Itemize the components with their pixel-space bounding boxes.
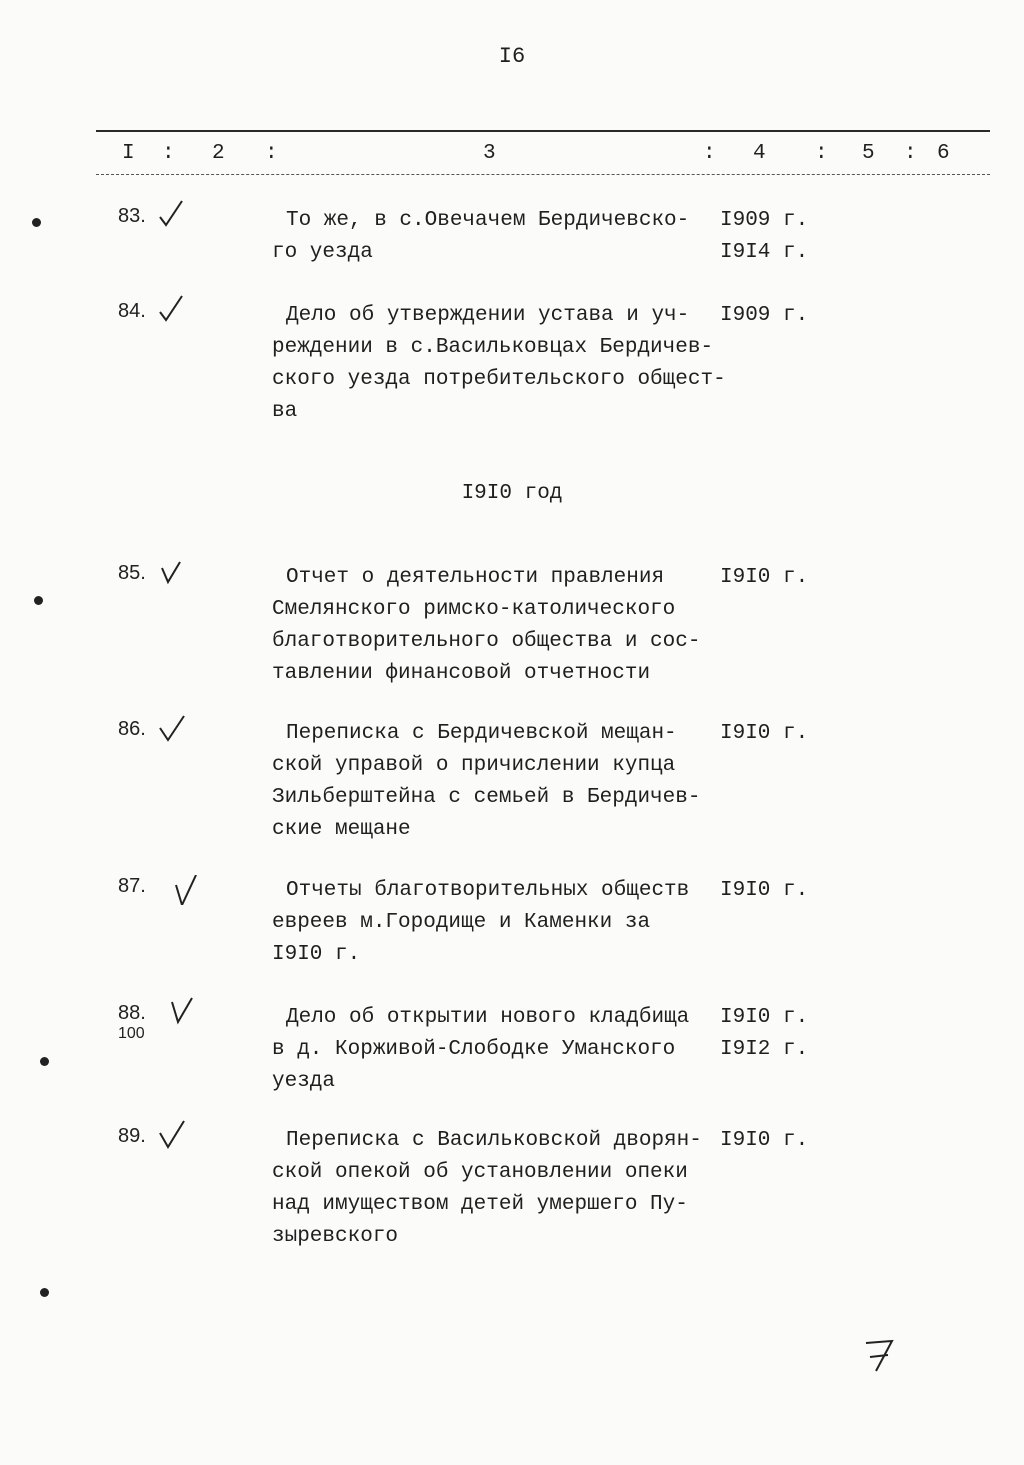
desc-line: ва [272,400,298,423]
entry-dates [720,1125,808,1157]
entry-description [272,875,722,971]
entry-number: 89. [118,1125,146,1147]
entry-number-note: 100 [118,1025,145,1042]
entry-description [272,300,726,428]
checkmark-icon [156,712,186,742]
checkmark-icon [172,875,202,905]
desc-line: То же, в с.Овечачем Бердичевско- [286,209,690,232]
header-sep: : [904,142,917,165]
checkmark-icon [156,294,186,324]
entry-description [272,718,722,846]
entry-number: 83. [118,205,146,227]
desc-line: евреев м.Городище и Каменки за [272,911,651,934]
desc-line: благотворительного общества и сос- [272,630,701,653]
entry-number: 87. [118,875,146,897]
punch-hole-mark [32,218,41,227]
entry-dates [720,205,808,269]
desc-line: Переписка с Васильковской дворян- [286,1129,702,1152]
entry-date: I9I0 г. [720,1129,809,1152]
header-col-2: 2 [212,142,225,165]
entry-date: I9I4 г. [720,241,809,264]
header-bottom-rule [96,174,990,175]
entry-number: 84. [118,300,146,322]
entry-date: I909 г. [720,304,809,327]
entry-number: 85. [118,562,146,584]
checkmark-icon [156,556,186,586]
entry-date: I9I0 г. [720,879,809,902]
entry-dates [720,562,808,594]
entry-date: I9I0 г. [720,566,809,589]
entry-number-text: 88. [118,1002,146,1024]
entry-date: I9I0 г. [720,722,809,745]
desc-line: зыревского [272,1225,399,1248]
desc-line: ского уезда потребительского общест- [272,368,726,391]
desc-line: Дело об открытии нового кладбища [286,1006,690,1029]
entry-number: 86. [118,718,146,740]
desc-line: в д. Корживой-Слободке Уманского [272,1038,676,1061]
header-sep: : [265,142,278,165]
desc-line: уезда [272,1070,336,1093]
checkmark-icon [156,1119,186,1149]
desc-line: Зильберштейна с семьей в Бердичев- [272,786,701,809]
desc-line: реждении в с.Васильковцах Бердичев- [272,336,714,359]
header-col-1: I [122,142,135,165]
entry-date: I9I2 г. [720,1038,809,1061]
header-sep: : [703,142,716,165]
entry-date: I9I0 г. [720,1006,809,1029]
desc-line: Отчеты благотворительных обществ [286,879,690,902]
checkmark-icon [156,199,186,229]
header-sep: : [815,142,828,165]
entry-number [118,1002,146,1043]
entry-dates [720,875,808,907]
entry-dates [720,1002,808,1066]
header-col-3: 3 [483,142,496,165]
table-header-row [0,142,1024,168]
header-col-6: 6 [937,142,950,165]
header-col-4: 4 [753,142,766,165]
punch-hole-mark [40,1057,49,1066]
entry-description [272,205,722,269]
desc-line: над имуществом детей умершего Пу- [272,1193,688,1216]
entry-dates [720,718,808,750]
desc-line: Дело об утверждении устава и уч- [286,304,690,327]
punch-hole-mark [40,1288,49,1297]
header-top-rule [96,130,990,132]
entry-dates [720,300,808,332]
entry-description [272,1002,722,1098]
desc-line: ские мещане [272,818,411,841]
header-sep: : [162,142,175,165]
punch-hole-mark [34,596,43,605]
desc-line: ской опекой об установлении опеки [272,1161,688,1184]
header-col-5: 5 [862,142,875,165]
desc-line: тавлении финансовой отчетности [272,662,651,685]
desc-line: I9I0 г. [272,943,361,966]
entry-description [272,562,722,690]
desc-line: Смелянского римско-католического [272,598,676,621]
entry-date: I909 г. [720,209,809,232]
checkmark-icon [166,996,196,1026]
entry-description [272,1125,722,1253]
section-heading: I9I0 год [461,482,563,505]
desc-line: Отчет о деятельности правления [286,566,665,589]
desc-line: го уезда [272,241,373,264]
handwritten-mark [860,1335,900,1375]
desc-line: Переписка с Бердичевской мещан- [286,722,677,745]
page-number: I6 [498,44,526,69]
desc-line: ской управой о причислении купца [272,754,676,777]
